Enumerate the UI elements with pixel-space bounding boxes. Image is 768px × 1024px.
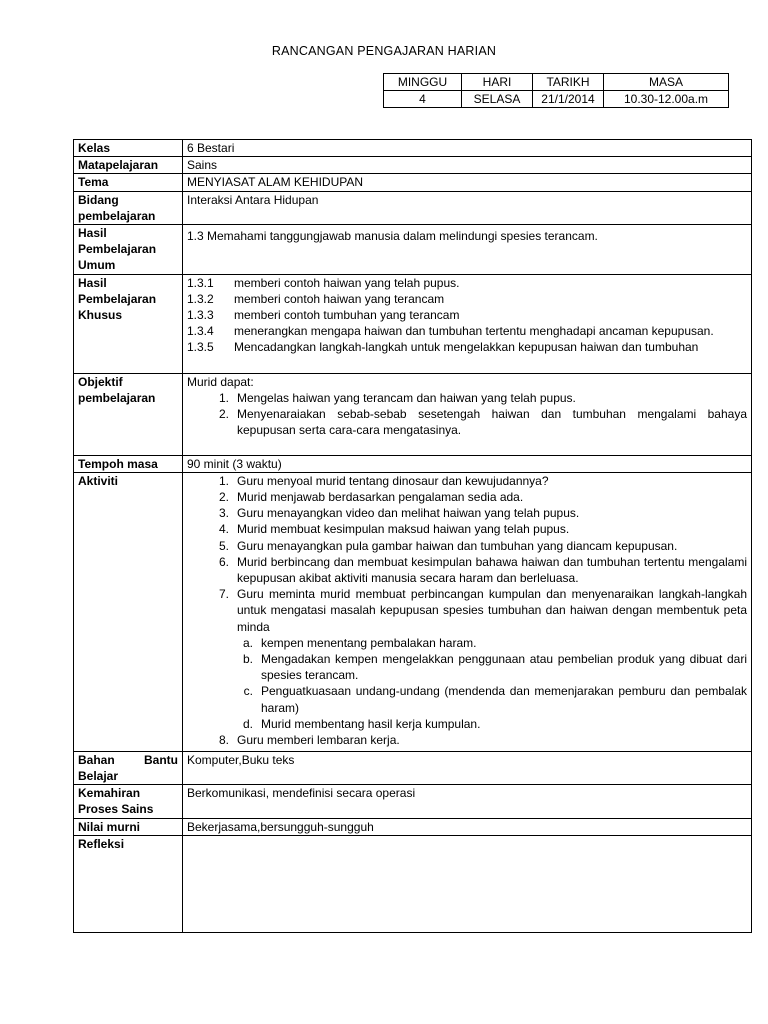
label-tempoh: Tempoh masa	[74, 455, 183, 472]
row-refleksi	[74, 835, 752, 932]
sub-letter: c.	[243, 684, 253, 699]
label-aktiviti: Aktiviti	[74, 472, 183, 751]
objektif-item	[187, 390, 747, 406]
hpk-text: menerangkan mengapa haiwan dan tumbuhan tertentu menghadapi ancaman kepupusan.	[234, 324, 714, 339]
label-bahan-text: Bahan Bantu Belajar	[78, 752, 178, 784]
value-kelas: 6 Bestari	[183, 140, 752, 157]
hpk-num: 1.3.4	[187, 324, 214, 339]
aktiviti-sub-item	[237, 651, 747, 683]
row-nilai	[74, 818, 752, 835]
row-aktiviti	[74, 472, 752, 751]
hpk-item	[187, 307, 747, 323]
header-values-row	[384, 91, 729, 108]
aktiviti-text: Murid membuat kesimpulan maksud haiwan yang telah pupus.	[237, 522, 570, 537]
label-kelas: Kelas	[74, 140, 183, 157]
aktiviti-item	[187, 473, 747, 489]
aktiviti-item	[187, 586, 747, 732]
value-bahan: Komputer,Buku teks	[183, 751, 752, 784]
row-kelas	[74, 140, 752, 157]
col-minggu: MINGGU	[384, 74, 462, 91]
value-aktiviti	[183, 472, 752, 751]
row-tema	[74, 174, 752, 191]
aktiviti-num: 5.	[218, 538, 229, 553]
value-refleksi	[183, 835, 752, 932]
objektif-text: Menyenaraiakan sebab-sebab sesetengah haiwan dan tumbuhan mengalami bahaya kepupusan serta cara-cara mengatasinya.	[237, 407, 747, 438]
aktiviti-text: Guru menayangkan pula gambar haiwan dan tumbuhan yang diancam kepupusan.	[237, 538, 678, 553]
value-tempoh: 90 minit (3 waktu)	[183, 455, 752, 472]
value-nilai: Bekerjasama,bersungguh-sungguh	[183, 818, 752, 835]
row-matapelajaran	[74, 157, 752, 174]
value-tema: MENYIASAT ALAM KEHIDUPAN	[183, 174, 752, 191]
row-objektif	[74, 373, 752, 455]
label-tema: Tema	[74, 174, 183, 191]
objektif-num: 1.	[218, 390, 229, 405]
row-hasil-umum	[74, 225, 752, 275]
lesson-plan-table	[73, 139, 752, 933]
val-minggu: 4	[384, 91, 462, 108]
label-bidang: Bidang pembelajaran	[74, 191, 183, 224]
objektif-text: Mengelas haiwan yang terancam dan haiwan yang telah pupus.	[237, 390, 576, 405]
page-title: RANCANGAN PENGAJARAN HARIAN	[271, 44, 497, 58]
label-matapelajaran: Matapelajaran	[74, 157, 183, 174]
sub-letter: b.	[242, 652, 253, 667]
col-hari: HARI	[462, 74, 533, 91]
label-kemahiran: Kemahiran Proses Sains	[74, 785, 183, 818]
aktiviti-item	[187, 554, 747, 586]
aktiviti-sub-item	[237, 716, 747, 732]
hpk-text: memberi contoh haiwan yang telah pupus.	[234, 275, 460, 290]
sub-text: kempen menentang pembalakan haram.	[261, 635, 477, 650]
value-hasil-khusus	[183, 274, 752, 373]
aktiviti-text: Murid berbincang dan membuat kesimpulan bahawa haiwan dan tumbuhan tertentu mengalami kepupusan akibat aktiviti manusia secara haram dan berleluasa.	[237, 554, 747, 586]
aktiviti-sub-list	[237, 635, 747, 732]
aktiviti-num: 6.	[218, 554, 229, 569]
aktiviti-sub-item	[237, 683, 747, 715]
aktiviti-item	[187, 538, 747, 554]
objektif-item	[187, 406, 747, 438]
label-hasil-umum: Hasil Pembelajaran Umum	[74, 225, 183, 275]
aktiviti-num: 2.	[218, 490, 229, 505]
label-refleksi: Refleksi	[74, 835, 183, 932]
val-hari: SELASA	[462, 91, 533, 108]
aktiviti-num: 3.	[218, 506, 229, 521]
aktiviti-num: 1.	[218, 473, 229, 488]
value-objektif	[183, 373, 752, 455]
hpk-num: 1.3.2	[187, 291, 214, 306]
sub-letter: d.	[242, 716, 253, 731]
aktiviti-num: 7.	[218, 587, 229, 602]
value-hasil-umum: 1.3 Memahami tanggungjawab manusia dalam melindungi spesies terancam.	[183, 225, 752, 275]
objektif-intro: Murid dapat:	[187, 374, 254, 389]
aktiviti-text: Guru menayangkan video dan melihat haiwan yang telah pupus.	[237, 506, 580, 521]
row-kemahiran	[74, 785, 752, 818]
hpk-num: 1.3.5	[187, 340, 214, 355]
aktiviti-sub-item	[237, 635, 747, 651]
hpk-text: memberi contoh tumbuhan yang terancam	[234, 308, 460, 323]
row-bidang	[74, 191, 752, 224]
hpk-item	[187, 323, 747, 339]
aktiviti-text: Guru meminta murid membuat perbincangan kumpulan dan menyenaraikan langkah-langkah untuk mengatasi masalah kepupusan spesies tumbuhan dan haiwan dengan membentuk peta minda	[237, 587, 747, 634]
objektif-list	[187, 390, 747, 439]
val-tarikh: 21/1/2014	[533, 91, 604, 108]
sub-text: Murid membentang hasil kerja kumpulan.	[261, 716, 481, 731]
row-bahan	[74, 751, 752, 784]
header-table	[383, 73, 729, 108]
hpk-text: memberi contoh haiwan yang terancam	[234, 291, 445, 306]
aktiviti-item	[187, 505, 747, 521]
col-masa: MASA	[604, 74, 729, 91]
label-bahan	[74, 751, 183, 784]
aktiviti-text: Guru menyoal murid tentang dinosaur dan kewujudannya?	[237, 473, 549, 488]
aktiviti-num: 8.	[218, 733, 229, 748]
aktiviti-text: Guru memberi lembaran kerja.	[237, 733, 400, 748]
value-bidang: Interaksi Antara Hidupan	[183, 191, 752, 224]
hpk-num: 1.3.3	[187, 308, 214, 323]
hpk-text: Mencadangkan langkah-langkah untuk mengelakkan kepupusan haiwan dan tumbuhan	[234, 340, 699, 355]
sub-text: Penguatkuasaan undang-undang (mendenda dan memenjarakan pemburu dan pembalak haram)	[261, 684, 747, 715]
hpk-num: 1.3.1	[187, 275, 214, 290]
row-tempoh	[74, 455, 752, 472]
label-hasil-khusus: Hasil Pembelajaran Khusus	[74, 274, 183, 373]
aktiviti-list	[187, 473, 747, 748]
label-nilai: Nilai murni	[74, 818, 183, 835]
aktiviti-num: 4.	[218, 522, 229, 537]
sub-text: Mengadakan kempen mengelakkan penggunaan atau pembelian produk yang dibuat dari spesies terancam.	[261, 652, 747, 683]
objektif-num: 2.	[218, 407, 229, 422]
hpk-item	[187, 275, 747, 291]
value-matapelajaran: Sains	[183, 157, 752, 174]
hpk-item	[187, 291, 747, 307]
col-tarikh: TARIKH	[533, 74, 604, 91]
aktiviti-item	[187, 489, 747, 505]
value-kemahiran: Berkomunikasi, mendefinisi secara operasi	[183, 785, 752, 818]
aktiviti-item-7-body	[237, 586, 747, 732]
sub-letter: a.	[242, 635, 253, 650]
aktiviti-item	[187, 732, 747, 748]
hpk-item	[187, 339, 747, 355]
aktiviti-item	[187, 521, 747, 537]
row-hasil-khusus	[74, 274, 752, 373]
val-masa: 10.30-12.00a.m	[604, 91, 729, 108]
aktiviti-text: Murid menjawab berdasarkan pengalaman sedia ada.	[237, 490, 524, 505]
label-objektif: Objektif pembelajaran	[74, 373, 183, 455]
header-row	[384, 74, 729, 91]
